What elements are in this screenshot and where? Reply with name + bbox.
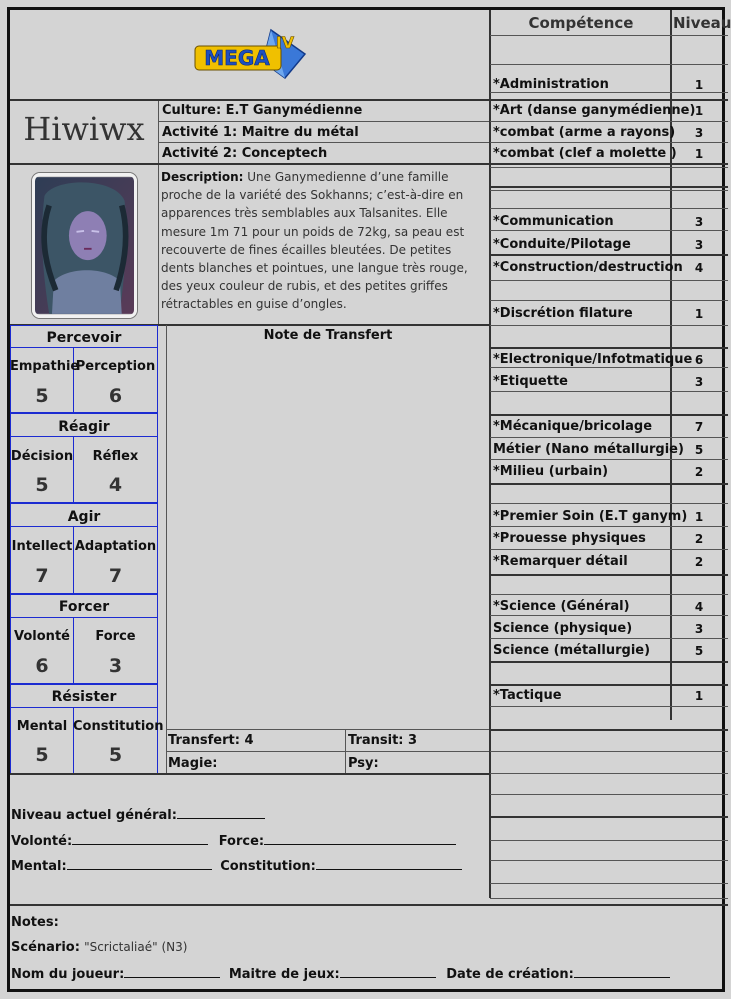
volonte-force-row <box>11 832 456 849</box>
stat-value: 4 <box>108 474 123 496</box>
skill-level: 3 <box>694 215 704 229</box>
line-notes-top <box>10 904 728 906</box>
description-label: Description: <box>161 170 244 184</box>
group-reagir-box <box>10 413 158 437</box>
skill-name: Métier (Nano métallurgie) <box>493 442 684 457</box>
skill-row-line <box>490 367 728 368</box>
notes-label: Notes: <box>11 915 59 930</box>
stat-label: Décision <box>10 449 74 464</box>
line-under-logo <box>10 99 490 101</box>
skill-row-line <box>490 437 728 438</box>
skill-name: *Prouesse physiques <box>493 531 646 546</box>
stat-label: Mental <box>16 719 68 734</box>
volonte-label: Volonté: <box>11 834 73 849</box>
skill-row-line <box>490 167 728 168</box>
skill-row-line <box>490 661 728 663</box>
skill-level: 4 <box>694 261 704 275</box>
skill-row-line <box>490 751 728 752</box>
skill-level: 1 <box>694 307 704 321</box>
skill-row-line <box>490 186 728 188</box>
skill-level: 3 <box>694 126 704 140</box>
stat-label: Constitution <box>73 719 164 734</box>
activity1-field: Activité 1: Maitre du métal <box>162 125 359 140</box>
skill-row-line <box>490 163 728 165</box>
skill-row-line <box>490 99 728 101</box>
character-name: Hiwiwx <box>23 110 145 148</box>
skill-name: *Conduite/Pilotage <box>493 237 631 252</box>
stat-value: 3 <box>108 655 123 677</box>
skill-name: *Administration <box>493 77 609 92</box>
skill-row-line <box>490 300 728 301</box>
transit-value: Transit: 3 <box>348 733 418 748</box>
skill-name: *Premier Soin (E.T ganym) <box>493 509 688 524</box>
skill-row-line <box>490 92 728 93</box>
skill-level: 7 <box>694 420 704 434</box>
skill-row-line <box>490 325 728 326</box>
skill-row-line <box>490 729 728 731</box>
skill-name: *Mécanique/bricolage <box>493 419 653 434</box>
skill-row-line <box>490 503 728 504</box>
maitre-label: Maitre de jeux: <box>228 967 340 982</box>
stat-value: 5 <box>35 744 49 766</box>
stat-label: Adaptation <box>74 539 157 554</box>
skill-row-line <box>490 883 728 884</box>
joueur-label: Nom du joueur: <box>11 967 125 982</box>
skill-level: 3 <box>694 238 704 252</box>
svg-text:IV: IV <box>275 33 295 52</box>
skill-name: *Science (Général) <box>493 599 630 614</box>
competence-header: Compétence <box>528 14 634 32</box>
skill-row-line <box>490 142 728 143</box>
skill-name: *Milieu (urbain) <box>493 464 609 479</box>
skill-name: *Discrétion filature <box>493 306 633 321</box>
transfert-value: Transfert: 4 <box>168 733 254 748</box>
skill-row-line <box>490 459 728 460</box>
skill-name: *Construction/destruction <box>493 260 683 275</box>
skill-level: 4 <box>694 600 704 614</box>
skill-row-line <box>490 483 728 485</box>
scenario-row <box>11 940 187 955</box>
skill-name: *combat (arme a rayons) <box>493 125 676 140</box>
skill-level: 1 <box>694 78 704 92</box>
constitution-line[interactable] <box>316 857 462 870</box>
skill-name: *Tactique <box>493 688 562 703</box>
svg-text:MEGA: MEGA <box>204 46 270 70</box>
group-reagir: Réagir <box>58 419 110 435</box>
skill-row-line <box>490 190 728 191</box>
skill-row-line <box>490 816 728 818</box>
skill-name: *Art (danse ganymédienne) <box>493 103 696 118</box>
volonte-line[interactable] <box>72 832 208 845</box>
skill-level: 5 <box>694 443 704 457</box>
date-line[interactable] <box>574 965 670 978</box>
character-portrait <box>32 173 137 318</box>
stat-value: 5 <box>35 474 49 496</box>
group-agir: Agir <box>67 509 101 525</box>
skill-row-line <box>490 706 728 707</box>
skill-row-line <box>490 64 728 65</box>
credits-row <box>11 965 670 982</box>
stat-label: Empathie <box>10 359 80 374</box>
date-label: Date de création: <box>446 967 574 982</box>
skill-row-line <box>490 898 728 899</box>
skill-level: 3 <box>694 622 704 636</box>
skill-level: 5 <box>694 644 704 658</box>
skill-row-line <box>490 594 728 595</box>
niveau-actuel-label: Niveau actuel général: <box>11 808 177 823</box>
group-forcer: Forcer <box>58 599 110 615</box>
skill-level: 2 <box>694 532 704 546</box>
activity2-field: Activité 2: Conceptech <box>162 146 328 161</box>
skill-level: 3 <box>694 375 704 389</box>
skill-row-line <box>490 35 728 36</box>
description-block <box>161 168 486 314</box>
line-under-name <box>10 163 490 165</box>
skill-row-line <box>490 860 728 861</box>
stat-label: Force <box>95 629 136 644</box>
line-transfert-split <box>345 729 346 773</box>
note-transfert-title: Note de Transfert <box>263 328 393 343</box>
skill-level: 6 <box>694 353 704 367</box>
skill-row-line <box>490 414 728 416</box>
mental-constitution-row <box>11 857 462 874</box>
skill-row-line <box>490 230 728 231</box>
scenario-label: Scénario: <box>11 940 80 955</box>
mega-logo <box>193 24 313 84</box>
line-transfert-bottom <box>10 773 490 775</box>
line-transfert-top <box>166 729 489 730</box>
force-line[interactable] <box>264 832 456 845</box>
skill-row-line <box>490 574 728 576</box>
constitution-label: Constitution: <box>220 859 316 874</box>
stat-label: Intellect <box>11 539 73 554</box>
group-percevoir-box <box>10 325 158 348</box>
line-culture <box>158 121 489 122</box>
scenario-value: "Scrictaliaé" (N3) <box>84 940 188 954</box>
skill-row-line <box>490 280 728 281</box>
stat-value: 6 <box>108 385 123 407</box>
skill-row-line <box>490 526 728 527</box>
skill-level: 1 <box>694 510 704 524</box>
line-activity <box>158 142 489 143</box>
skill-row-line <box>490 615 728 616</box>
stat-value: 5 <box>35 385 49 407</box>
description-text: Une Ganymedienne d’une famille proche de la variété des Sokhanns; c’est-à-dire en apparences très semblables aux Talsanites. Elle mesure 1m 71 pour un poids de 72kg, sa peau est recouverte de fines écailles bleutées. De petites dents blanches et pointues, une langue très rouge, des yeux couleur de rubis, et des petites griffes rétractables en guise d’ongles. <box>161 170 468 312</box>
skill-name: Science (métallurgie) <box>493 643 651 658</box>
stat-value: 6 <box>35 655 49 677</box>
magie-value: Magie: <box>168 756 218 771</box>
skill-level: 1 <box>694 104 704 118</box>
niveau-actuel-line[interactable] <box>177 806 265 819</box>
niveau-header: Niveau <box>673 14 731 32</box>
stat-value: 5 <box>108 744 123 766</box>
skill-name: *Communication <box>493 214 614 229</box>
skill-row-line <box>490 794 728 795</box>
skill-row-line <box>490 121 728 122</box>
skill-row-line <box>490 208 728 209</box>
skill-row-line <box>490 840 728 841</box>
joueur-line[interactable] <box>124 965 220 978</box>
skill-level: 2 <box>694 465 704 479</box>
skill-level: 2 <box>694 555 704 569</box>
line-transfert-mid <box>166 751 489 752</box>
skill-name: *Remarquer détail <box>493 554 628 569</box>
psy-value: Psy: <box>348 756 379 771</box>
skill-row-line <box>490 254 728 256</box>
group-resister: Résister <box>51 689 117 705</box>
skill-row-line <box>490 684 728 686</box>
skill-name: *Etiquette <box>493 374 568 389</box>
skill-row-line <box>490 549 728 550</box>
mental-line[interactable] <box>67 857 212 870</box>
niveau-actuel-row <box>11 806 265 823</box>
culture-field: Culture: E.T Ganymédienne <box>162 103 363 118</box>
skill-level: 1 <box>694 689 704 703</box>
group-percevoir: Percevoir <box>46 330 122 346</box>
stat-label: Réflex <box>92 449 139 464</box>
skill-row-line <box>490 347 728 349</box>
skill-row-line <box>490 638 728 639</box>
maitre-line[interactable] <box>340 965 436 978</box>
skill-name: *Electronique/Infotmatique <box>493 352 693 367</box>
skill-name: *combat (clef a molette ) <box>493 146 677 161</box>
divider-name-info <box>158 100 159 324</box>
skill-row-line <box>490 391 728 392</box>
skill-row-line <box>490 773 728 774</box>
attributes-right-edge <box>166 325 167 775</box>
skill-level: 1 <box>694 147 704 161</box>
stat-value: 7 <box>108 565 123 587</box>
mental-label: Mental: <box>11 859 67 874</box>
stat-label: Perception <box>75 359 156 374</box>
skill-name: Science (physique) <box>493 621 633 636</box>
character-sheet <box>7 7 731 992</box>
divider-right-column <box>489 10 491 898</box>
force-label: Force: <box>218 834 265 849</box>
stat-label: Volonté <box>14 629 70 644</box>
stat-value: 7 <box>35 565 49 587</box>
